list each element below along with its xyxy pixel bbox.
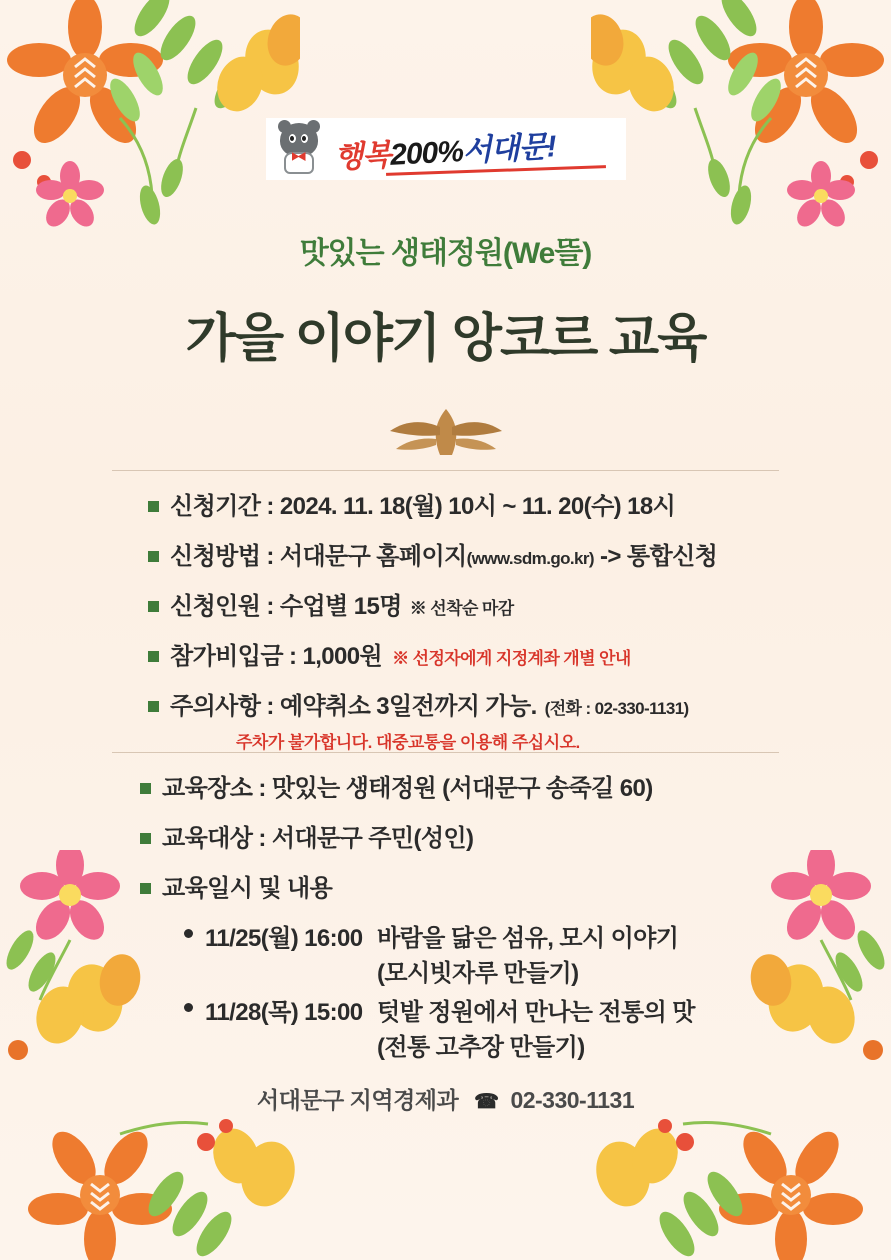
schedule-what-2-line1: 텃밭 정원에서 만나는 전통의 맛	[377, 999, 695, 1026]
info-note-fee: ※ 선정자에게 지정계좌 개별 안내	[392, 649, 631, 668]
phone-icon: ☎	[474, 1091, 499, 1113]
info-row-fee	[148, 636, 801, 671]
info-label-schedule: 교육일시 및 내용	[162, 875, 333, 902]
footer-department: 서대문구 지역경제과	[256, 1087, 459, 1113]
logo-slogan-percent: 200%	[388, 135, 464, 172]
info-value-period: 2024. 11. 18(월) 10시 ~ 11. 20(수) 18시	[279, 493, 676, 520]
info-value-method-tail: -> 통합신청	[600, 543, 718, 570]
info-note-capacity: ※ 선착순 마감	[409, 599, 514, 618]
info-label-method: 신청방법 :	[170, 543, 274, 570]
info-row-period	[148, 486, 801, 521]
application-info-list	[148, 486, 801, 767]
info-caution-parking: 주차가 불가합니다. 대중교통을 이용해 주십시오.	[236, 733, 580, 752]
list-item	[184, 992, 811, 1062]
dot-bullet-icon	[184, 1003, 193, 1012]
schedule-when-2: 11/28(목) 15:00	[205, 999, 363, 1026]
district-logo-banner	[266, 118, 626, 180]
info-value-method: 서대문구 홈페이지	[279, 543, 467, 570]
logo-slogan-district: 서대문!	[461, 130, 557, 169]
square-bullet-icon	[140, 783, 151, 794]
footer-phone-number: 02-330-1131	[510, 1087, 635, 1113]
dot-bullet-icon	[184, 929, 193, 938]
schedule-what-2-line2: (전통 고추장 만들기)	[377, 1034, 585, 1061]
square-bullet-icon	[148, 501, 159, 512]
square-bullet-icon	[148, 701, 159, 712]
info-value-fee: 1,000원	[302, 643, 383, 670]
poster-subtitle: 맛있는 생태정원(We뜰)	[299, 237, 592, 270]
page-title: 가을 이야기 앙코르 교육	[185, 310, 706, 368]
info-value-place: 맛있는 생태정원 (서대문구 송죽길 60)	[271, 775, 653, 802]
info-label-period: 신청기간 :	[170, 493, 274, 520]
schedule-list	[184, 918, 811, 1062]
square-bullet-icon	[148, 551, 159, 562]
info-label-capacity: 신청인원 :	[170, 593, 274, 620]
info-value-target: 서대문구 주민(성인)	[271, 825, 474, 852]
info-value-method-url: (www.sdm.go.kr)	[466, 549, 594, 568]
info-label-place: 교육장소 :	[162, 775, 266, 802]
square-bullet-icon	[140, 833, 151, 844]
info-row-target	[140, 818, 811, 853]
square-bullet-icon	[148, 601, 159, 612]
info-row-method	[148, 536, 801, 571]
info-label-caution: 주의사항 :	[170, 693, 274, 720]
schedule-when-1: 11/25(월) 16:00	[205, 925, 363, 952]
square-bullet-icon	[140, 883, 151, 894]
schedule-what-1	[377, 918, 678, 988]
info-note-caution-phone: (전화 : 02-330-1131)	[544, 699, 689, 718]
logo-slogan-happy: 행복	[332, 138, 391, 175]
info-row-capacity	[148, 586, 801, 621]
info-label-fee: 참가비입금 :	[170, 643, 297, 670]
info-value-caution: 예약취소 3일전까지 가능.	[279, 693, 537, 720]
venue-and-schedule-list	[140, 768, 811, 1066]
schedule-what-1-line1: 바람을 닮은 섬유, 모시 이야기	[377, 925, 679, 952]
square-bullet-icon	[148, 651, 159, 662]
divider-top	[112, 470, 779, 471]
info-row-caution	[148, 686, 801, 721]
seodaemun-mascot-icon	[272, 121, 328, 177]
footer-contact	[0, 1082, 891, 1115]
decorative-ornament	[366, 405, 526, 461]
schedule-what-2	[377, 992, 695, 1062]
floral-decoration-top-left	[0, 0, 300, 250]
schedule-what-1-line2: (모시빗자루 만들기)	[377, 960, 579, 987]
info-row-place	[140, 768, 811, 803]
info-value-capacity: 수업별 15명	[279, 593, 402, 620]
info-label-target: 교육대상 :	[162, 825, 266, 852]
floral-decoration-top-right	[591, 0, 891, 250]
info-row-schedule-heading	[140, 868, 811, 903]
list-item	[184, 918, 811, 988]
